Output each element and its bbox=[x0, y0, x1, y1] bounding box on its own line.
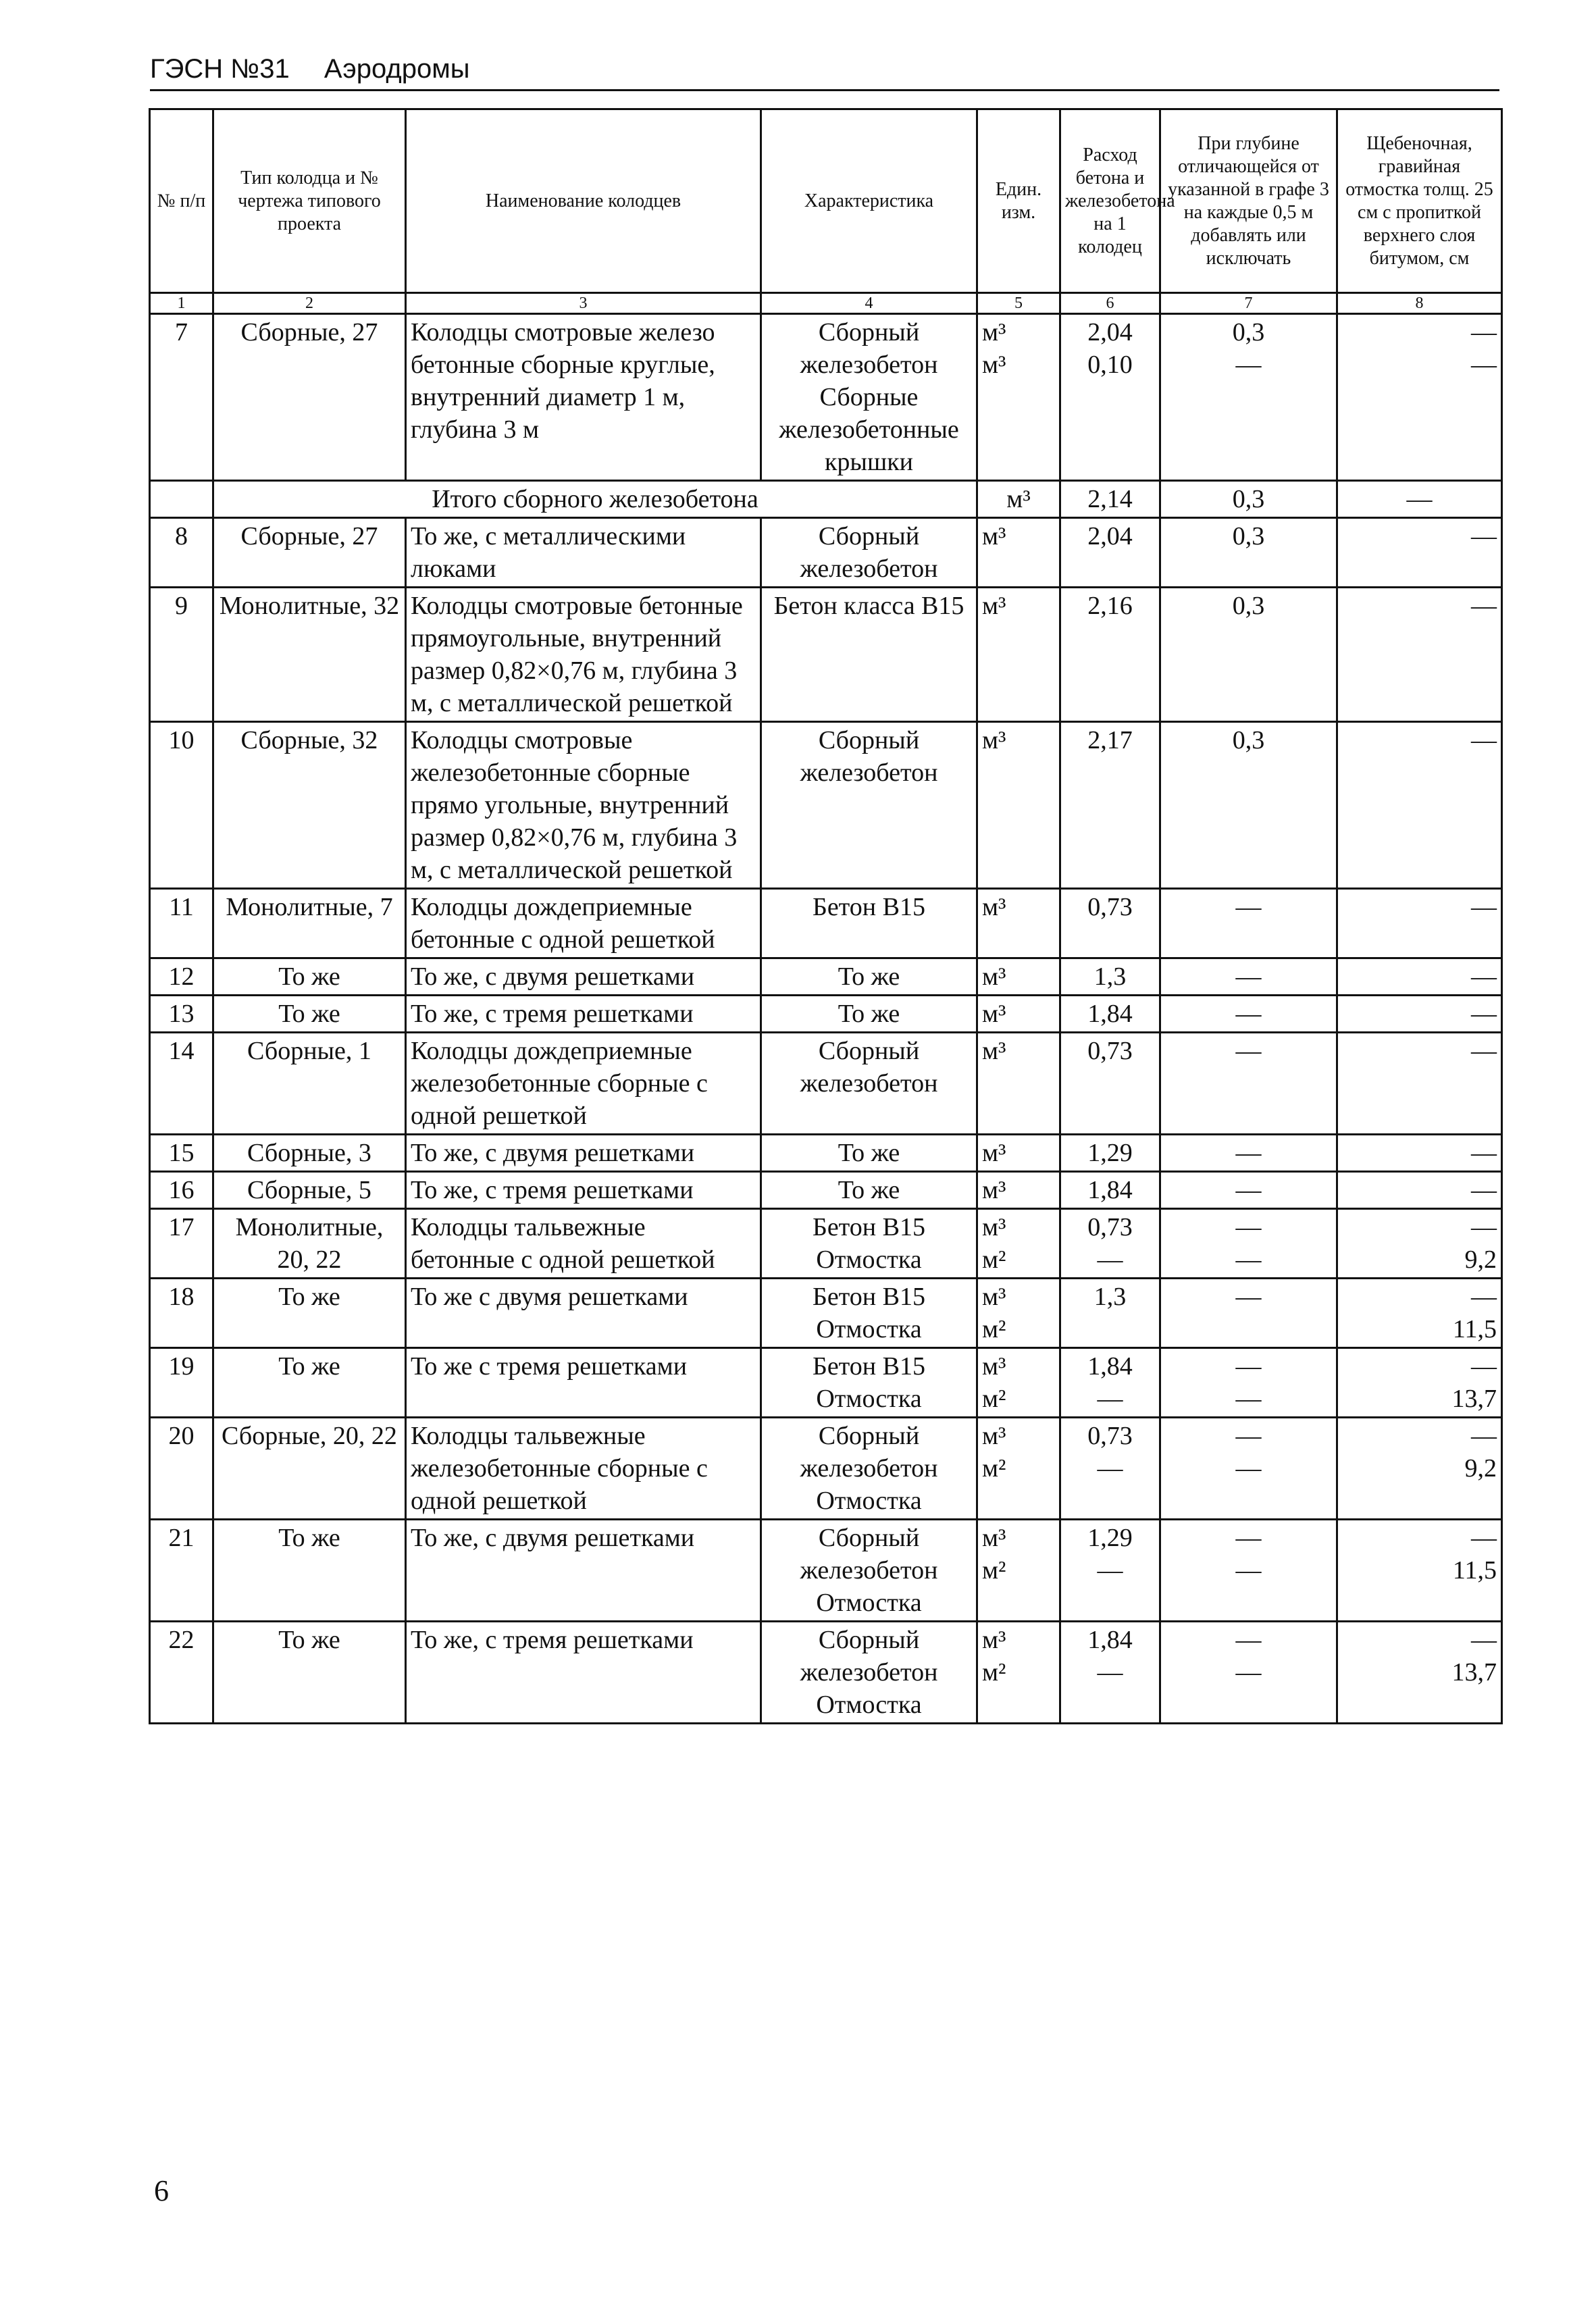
cell-char-value: Отмостка bbox=[816, 1487, 922, 1515]
cell-rate-value: — bbox=[1097, 1385, 1123, 1413]
cell-unit-value: м² bbox=[982, 1556, 1006, 1585]
page-header bbox=[150, 51, 1499, 91]
cell-char-value: Бетон В15 bbox=[813, 1352, 925, 1381]
cell-unit bbox=[977, 1135, 1060, 1172]
cell-unit: м³ bbox=[977, 481, 1060, 518]
table-row bbox=[150, 958, 1502, 996]
cell-otmostka-value: 13,7 bbox=[1451, 1385, 1497, 1413]
cell-char bbox=[761, 1135, 977, 1172]
table-body bbox=[150, 314, 1502, 1724]
table-row bbox=[150, 722, 1502, 889]
cell-char-value: Бетон В15 bbox=[813, 893, 925, 921]
cell-char bbox=[761, 1622, 977, 1724]
cell-depth-value: — bbox=[1235, 351, 1262, 379]
cell-rate-value: 1,84 bbox=[1087, 1000, 1133, 1028]
col-number: 5 bbox=[977, 293, 1060, 314]
cell-depth bbox=[1160, 1209, 1337, 1279]
cell-char-value: То же bbox=[838, 1176, 900, 1204]
cell-num: 9 bbox=[150, 588, 213, 722]
cell-type: То же bbox=[213, 1279, 406, 1348]
cell-otmostka-value: — bbox=[1471, 1037, 1497, 1065]
cell-rate bbox=[1060, 1348, 1160, 1418]
cell-char bbox=[761, 1209, 977, 1279]
cell-char-value: Отмостка bbox=[816, 1315, 922, 1343]
cell-num bbox=[150, 481, 213, 518]
cell-rate-value bbox=[1065, 1313, 1155, 1345]
cell-unit-value: м² bbox=[982, 1658, 1006, 1687]
table-row bbox=[150, 1033, 1502, 1135]
cell-rate bbox=[1060, 1279, 1160, 1348]
cell-depth bbox=[1160, 314, 1337, 481]
cell-char bbox=[761, 958, 977, 996]
cell-rate-value: 1,29 bbox=[1087, 1524, 1133, 1552]
cell-unit-value: м³ bbox=[982, 1626, 1006, 1654]
cell-char bbox=[761, 996, 977, 1033]
cell-otmostka bbox=[1337, 1209, 1502, 1279]
col-number: 7 bbox=[1160, 293, 1337, 314]
cell-num: 11 bbox=[150, 889, 213, 958]
cell-otmostka-value: — bbox=[1471, 1283, 1497, 1311]
cell-rate bbox=[1060, 722, 1160, 889]
table-row bbox=[150, 588, 1502, 722]
cell-depth bbox=[1160, 1348, 1337, 1418]
table-row bbox=[150, 1520, 1502, 1622]
cell-char-value: Отмостка bbox=[816, 1245, 922, 1274]
cell-num: 17 bbox=[150, 1209, 213, 1279]
cell-char-value: Отмостка bbox=[816, 1385, 922, 1413]
col-header: № п/п bbox=[150, 109, 213, 293]
cell-depth bbox=[1160, 588, 1337, 722]
table-row bbox=[150, 314, 1502, 481]
cell-type: Сборные, 1 bbox=[213, 1033, 406, 1135]
cell-rate bbox=[1060, 314, 1160, 481]
cell-unit bbox=[977, 889, 1060, 958]
cell-depth bbox=[1160, 996, 1337, 1033]
cell-depth bbox=[1160, 1135, 1337, 1172]
cell-depth-value: — bbox=[1235, 1352, 1262, 1381]
cell-depth: 0,3 bbox=[1160, 481, 1337, 518]
cell-depth-value: — bbox=[1235, 1385, 1262, 1413]
table-row bbox=[150, 1209, 1502, 1279]
cell-depth-value: — bbox=[1235, 1524, 1262, 1552]
cell-unit-value: м³ bbox=[982, 1283, 1006, 1311]
cell-depth bbox=[1160, 958, 1337, 996]
cell-depth-value: — bbox=[1235, 1626, 1262, 1654]
cell-num: 22 bbox=[150, 1622, 213, 1724]
cell-depth-value: — bbox=[1235, 1213, 1262, 1241]
cell-unit bbox=[977, 1172, 1060, 1209]
cell-unit-value: м² bbox=[982, 1315, 1006, 1343]
cell-otmostka-value: 11,5 bbox=[1452, 1315, 1497, 1343]
cell-num: 16 bbox=[150, 1172, 213, 1209]
cell-type: То же bbox=[213, 958, 406, 996]
cell-depth bbox=[1160, 1172, 1337, 1209]
cell-rate bbox=[1060, 1135, 1160, 1172]
cell-char bbox=[761, 1520, 977, 1622]
cell-char-value: Сборный железобетон bbox=[800, 1037, 938, 1098]
cell-char bbox=[761, 1033, 977, 1135]
cell-rate bbox=[1060, 996, 1160, 1033]
cell-num: 14 bbox=[150, 1033, 213, 1135]
cell-num: 21 bbox=[150, 1520, 213, 1622]
cell-otmostka-value: — bbox=[1471, 1626, 1497, 1654]
cell-depth-value: — bbox=[1235, 1245, 1262, 1274]
cell-char-value: Сборный железобетон bbox=[800, 522, 938, 583]
table-row bbox=[150, 1135, 1502, 1172]
cell-unit-value: м³ bbox=[982, 1524, 1006, 1552]
cell-rate-value: 0,73 bbox=[1087, 893, 1133, 921]
cell-num: 12 bbox=[150, 958, 213, 996]
cell-rate bbox=[1060, 1418, 1160, 1520]
cell-otmostka bbox=[1337, 889, 1502, 958]
cell-otmostka bbox=[1337, 1279, 1502, 1348]
cell-depth-value: — bbox=[1235, 1658, 1262, 1687]
cell-depth bbox=[1160, 1279, 1337, 1348]
table-row bbox=[150, 889, 1502, 958]
cell-char-value: Сборный железобетон bbox=[800, 1524, 938, 1585]
cell-type: То же bbox=[213, 1520, 406, 1622]
cell-name: То же, с тремя решетками bbox=[406, 1172, 761, 1209]
cell-unit-value: м³ bbox=[982, 962, 1006, 991]
col-number: 3 bbox=[406, 293, 761, 314]
cell-unit-value: м² bbox=[982, 1454, 1006, 1483]
page-number: 6 bbox=[154, 2174, 169, 2207]
cell-otmostka-value: — bbox=[1471, 1524, 1497, 1552]
cell-otmostka-value: — bbox=[1471, 1422, 1497, 1450]
cell-num: 19 bbox=[150, 1348, 213, 1418]
cell-rate-value: — bbox=[1097, 1245, 1123, 1274]
col-header: Наименование колодцев bbox=[406, 109, 761, 293]
cell-type: Монолитные, 20, 22 bbox=[213, 1209, 406, 1279]
cell-unit bbox=[977, 1520, 1060, 1622]
cell-char-value: Бетон класса В15 bbox=[773, 592, 964, 620]
cell-type: То же bbox=[213, 996, 406, 1033]
cell-otmostka-value: — bbox=[1471, 351, 1497, 379]
cell-depth-value: — bbox=[1235, 893, 1262, 921]
cell-type: Сборные, 27 bbox=[213, 518, 406, 588]
cell-depth-value: 0,3 bbox=[1232, 726, 1265, 754]
cell-otmostka-value: — bbox=[1471, 726, 1497, 754]
cell-otmostka-value: — bbox=[1471, 1139, 1497, 1167]
cell-type: Сборные, 20, 22 bbox=[213, 1418, 406, 1520]
cell-name: Колодцы смотровые бетонные прямоугольные, внутренний размер 0,82×0,76 м, глубина 3 м, с металлической решеткой bbox=[406, 588, 761, 722]
cell-unit-value: м³ bbox=[982, 1422, 1006, 1450]
cell-char bbox=[761, 889, 977, 958]
cell-rate-value: 2,04 bbox=[1087, 318, 1133, 346]
cell-otmostka bbox=[1337, 1172, 1502, 1209]
cell-char-value: Сборный железобетон bbox=[800, 1422, 938, 1483]
cell-depth-value: — bbox=[1235, 1556, 1262, 1585]
cell-name: Колодцы смотровые железо бетонные сборные круглые, внутренний диаметр 1 м, глубина 3 м bbox=[406, 314, 761, 481]
doc-section: Аэродромы bbox=[324, 54, 470, 84]
cell-char-value: Бетон В15 bbox=[813, 1283, 925, 1311]
cell-unit bbox=[977, 518, 1060, 588]
cell-name: То же, с тремя решетками bbox=[406, 996, 761, 1033]
cell-type: Сборные, 27 bbox=[213, 314, 406, 481]
cell-name: То же, с двумя решетками bbox=[406, 1520, 761, 1622]
cell-otmostka bbox=[1337, 314, 1502, 481]
cell-depth bbox=[1160, 1622, 1337, 1724]
cell-otmostka bbox=[1337, 1135, 1502, 1172]
cell-unit-value: м³ bbox=[982, 522, 1006, 550]
cell-unit bbox=[977, 1209, 1060, 1279]
cell-num: 10 bbox=[150, 722, 213, 889]
cell-otmostka bbox=[1337, 722, 1502, 889]
cell-depth-value bbox=[1165, 1313, 1332, 1345]
cell-depth bbox=[1160, 722, 1337, 889]
cell-unit-value: м³ bbox=[982, 1352, 1006, 1381]
cell-rate bbox=[1060, 1172, 1160, 1209]
table-header-row bbox=[150, 109, 1502, 293]
cell-type: Монолитные, 7 bbox=[213, 889, 406, 958]
cell-type: Сборные, 3 bbox=[213, 1135, 406, 1172]
col-number: 8 bbox=[1337, 293, 1502, 314]
cell-otmostka-value: 13,7 bbox=[1451, 1658, 1497, 1687]
cell-rate-value: 1,84 bbox=[1087, 1176, 1133, 1204]
cell-num: 13 bbox=[150, 996, 213, 1033]
cell-unit bbox=[977, 588, 1060, 722]
cell-otmostka-value: 9,2 bbox=[1464, 1245, 1497, 1274]
col-number: 1 bbox=[150, 293, 213, 314]
cell-otmostka: — bbox=[1337, 481, 1502, 518]
cell-type: Сборные, 5 bbox=[213, 1172, 406, 1209]
cell-unit-value: м² bbox=[982, 1245, 1006, 1274]
cell-name: Колодцы смотровые железобетонные сборные прямо угольные, внутренний размер 0,82×0,76 м, глубина 3 м, с металлической решеткой bbox=[406, 722, 761, 889]
cell-unit bbox=[977, 1622, 1060, 1724]
cell-num: 7 bbox=[150, 314, 213, 481]
cell-depth-value: 0,3 bbox=[1232, 592, 1265, 620]
cell-otmostka-value: — bbox=[1471, 522, 1497, 550]
cell-char-value: Сборный железобетон bbox=[800, 318, 938, 379]
cell-unit-value: м³ bbox=[982, 726, 1006, 754]
cell-depth bbox=[1160, 1520, 1337, 1622]
cell-name: Колодцы тальвежные бетонные с одной решеткой bbox=[406, 1209, 761, 1279]
cell-rate-value: — bbox=[1097, 1556, 1123, 1585]
table-row bbox=[150, 1172, 1502, 1209]
table-row bbox=[150, 1418, 1502, 1520]
subtotal-row bbox=[150, 481, 1502, 518]
cell-depth-value: — bbox=[1235, 1037, 1262, 1065]
cell-depth-value: — bbox=[1235, 1139, 1262, 1167]
cell-unit bbox=[977, 1033, 1060, 1135]
cell-unit bbox=[977, 1348, 1060, 1418]
cell-rate-value: 1,84 bbox=[1087, 1626, 1133, 1654]
cell-rate-value: 1,3 bbox=[1093, 962, 1127, 991]
cell-name: То же, с двумя решетками bbox=[406, 958, 761, 996]
col-number: 2 bbox=[213, 293, 406, 314]
table-row bbox=[150, 1622, 1502, 1724]
cell-rate bbox=[1060, 889, 1160, 958]
cell-rate-value: — bbox=[1097, 1658, 1123, 1687]
cell-depth bbox=[1160, 1033, 1337, 1135]
cell-depth bbox=[1160, 518, 1337, 588]
cell-otmostka bbox=[1337, 1418, 1502, 1520]
cell-char bbox=[761, 588, 977, 722]
cell-otmostka bbox=[1337, 588, 1502, 722]
cell-otmostka-value: 9,2 bbox=[1464, 1454, 1497, 1483]
cell-name: Колодцы дождеприемные железобетонные сборные с одной решеткой bbox=[406, 1033, 761, 1135]
cell-char bbox=[761, 1418, 977, 1520]
cell-name: Колодцы дождеприемные бетонные с одной решеткой bbox=[406, 889, 761, 958]
cell-rate-value: 1,84 bbox=[1087, 1352, 1133, 1381]
table-row bbox=[150, 1279, 1502, 1348]
doc-code: ГЭСН №31 bbox=[150, 54, 290, 84]
cell-char bbox=[761, 518, 977, 588]
cell-type: Монолитные, 32 bbox=[213, 588, 406, 722]
cell-otmostka-value: — bbox=[1471, 1213, 1497, 1241]
col-number: 6 bbox=[1060, 293, 1160, 314]
subtotal-label: Итого сборного железобетона bbox=[213, 481, 977, 518]
cell-unit-value: м³ bbox=[982, 1213, 1006, 1241]
cell-otmostka-value: — bbox=[1471, 1176, 1497, 1204]
cell-rate: 2,14 bbox=[1060, 481, 1160, 518]
col-header: Щебеночная, гравийная отмостка толщ. 25 см с пропиткой верхнего слоя битумом, см bbox=[1337, 109, 1502, 293]
cell-depth bbox=[1160, 889, 1337, 958]
cell-otmostka bbox=[1337, 1622, 1502, 1724]
cell-unit bbox=[977, 996, 1060, 1033]
cell-rate bbox=[1060, 518, 1160, 588]
cell-unit-value: м³ bbox=[982, 1139, 1006, 1167]
col-header: Расход бетона и железобетона на 1 колодец bbox=[1060, 109, 1160, 293]
cell-rate-value: 0,73 bbox=[1087, 1037, 1133, 1065]
cell-rate-value: 0,73 bbox=[1087, 1213, 1133, 1241]
cell-rate-value: 1,29 bbox=[1087, 1139, 1133, 1167]
cell-unit-value: м³ bbox=[982, 1037, 1006, 1065]
cell-rate bbox=[1060, 1622, 1160, 1724]
cell-char bbox=[761, 1279, 977, 1348]
cell-num: 15 bbox=[150, 1135, 213, 1172]
table-row bbox=[150, 518, 1502, 588]
cell-unit-value: м² bbox=[982, 1385, 1006, 1413]
col-header: Един. изм. bbox=[977, 109, 1060, 293]
cell-rate bbox=[1060, 588, 1160, 722]
cell-char-value: Сборный железобетон bbox=[800, 1626, 938, 1687]
cell-depth-value: 0,3 bbox=[1232, 318, 1265, 346]
col-number: 4 bbox=[761, 293, 977, 314]
norms-table bbox=[149, 108, 1503, 1724]
cell-name: То же, с двумя решетками bbox=[406, 1135, 761, 1172]
cell-unit-value: м³ bbox=[982, 1000, 1006, 1028]
cell-char bbox=[761, 722, 977, 889]
cell-char bbox=[761, 1348, 977, 1418]
cell-otmostka-value: — bbox=[1471, 893, 1497, 921]
col-header: При глубине отличающейся от указанной в графе 3 на каждые 0,5 м добавлять или исключать bbox=[1160, 109, 1337, 293]
cell-num: 20 bbox=[150, 1418, 213, 1520]
cell-rate-value: 0,10 bbox=[1087, 351, 1133, 379]
cell-type: То же bbox=[213, 1348, 406, 1418]
cell-char-value: Отмостка bbox=[816, 1691, 922, 1719]
cell-otmostka-value: 11,5 bbox=[1452, 1556, 1497, 1585]
cell-char-value: То же bbox=[838, 1000, 900, 1028]
cell-otmostka bbox=[1337, 958, 1502, 996]
cell-depth-value: — bbox=[1235, 1422, 1262, 1450]
cell-rate-value: 0,73 bbox=[1087, 1422, 1133, 1450]
cell-num: 18 bbox=[150, 1279, 213, 1348]
cell-char-value: То же bbox=[838, 962, 900, 991]
cell-char-value: Сборные железобетонные крышки bbox=[779, 383, 959, 476]
cell-depth-value: — bbox=[1235, 1000, 1262, 1028]
cell-otmostka-value: — bbox=[1471, 962, 1497, 991]
cell-type: То же bbox=[213, 1622, 406, 1724]
cell-rate bbox=[1060, 1209, 1160, 1279]
cell-otmostka-value: — bbox=[1471, 1000, 1497, 1028]
cell-otmostka bbox=[1337, 1520, 1502, 1622]
cell-rate bbox=[1060, 1520, 1160, 1622]
cell-name: Колодцы тальвежные железобетонные сборные с одной решеткой bbox=[406, 1418, 761, 1520]
cell-otmostka bbox=[1337, 518, 1502, 588]
cell-depth bbox=[1160, 1418, 1337, 1520]
column-number-row bbox=[150, 293, 1502, 314]
col-header: Тип колодца и № чертежа типового проекта bbox=[213, 109, 406, 293]
cell-char-value: Бетон В15 bbox=[813, 1213, 925, 1241]
cell-rate-value: 1,3 bbox=[1093, 1283, 1127, 1311]
cell-depth-value: — bbox=[1235, 1283, 1262, 1311]
cell-char bbox=[761, 314, 977, 481]
cell-rate-value: 2,16 bbox=[1087, 592, 1133, 620]
cell-otmostka-value: — bbox=[1471, 1352, 1497, 1381]
cell-char-value: То же bbox=[838, 1139, 900, 1167]
cell-otmostka bbox=[1337, 1033, 1502, 1135]
cell-depth-value: — bbox=[1235, 1176, 1262, 1204]
cell-rate-value: 2,04 bbox=[1087, 522, 1133, 550]
cell-depth-value: — bbox=[1235, 1454, 1262, 1483]
cell-unit bbox=[977, 314, 1060, 481]
cell-unit-value: м³ bbox=[982, 592, 1006, 620]
cell-char-value: Сборный железобетон bbox=[800, 726, 938, 787]
cell-rate-value: 2,17 bbox=[1087, 726, 1133, 754]
cell-otmostka bbox=[1337, 996, 1502, 1033]
cell-otmostka-value: — bbox=[1471, 592, 1497, 620]
cell-otmostka-value: — bbox=[1471, 318, 1497, 346]
cell-unit bbox=[977, 722, 1060, 889]
cell-unit bbox=[977, 1279, 1060, 1348]
cell-char-value: Отмостка bbox=[816, 1589, 922, 1617]
cell-name: То же, с металлическими люками bbox=[406, 518, 761, 588]
cell-otmostka bbox=[1337, 1348, 1502, 1418]
cell-depth-value: — bbox=[1235, 962, 1262, 991]
cell-name: То же, с тремя решетками bbox=[406, 1622, 761, 1724]
table-row bbox=[150, 996, 1502, 1033]
cell-unit bbox=[977, 958, 1060, 996]
table-row bbox=[150, 1348, 1502, 1418]
cell-unit-value: м³ bbox=[982, 893, 1006, 921]
cell-depth-value: 0,3 bbox=[1232, 522, 1265, 550]
cell-char bbox=[761, 1172, 977, 1209]
cell-rate-value: — bbox=[1097, 1454, 1123, 1483]
cell-rate bbox=[1060, 958, 1160, 996]
cell-unit-value: м³ bbox=[982, 318, 1006, 346]
cell-rate bbox=[1060, 1033, 1160, 1135]
cell-name: То же с двумя решетками bbox=[406, 1279, 761, 1348]
cell-num: 8 bbox=[150, 518, 213, 588]
cell-type: Сборные, 32 bbox=[213, 722, 406, 889]
cell-unit-value: м³ bbox=[982, 351, 1006, 379]
cell-unit bbox=[977, 1418, 1060, 1520]
cell-name: То же с тремя решетками bbox=[406, 1348, 761, 1418]
col-header: Характеристика bbox=[761, 109, 977, 293]
cell-unit-value: м³ bbox=[982, 1176, 1006, 1204]
